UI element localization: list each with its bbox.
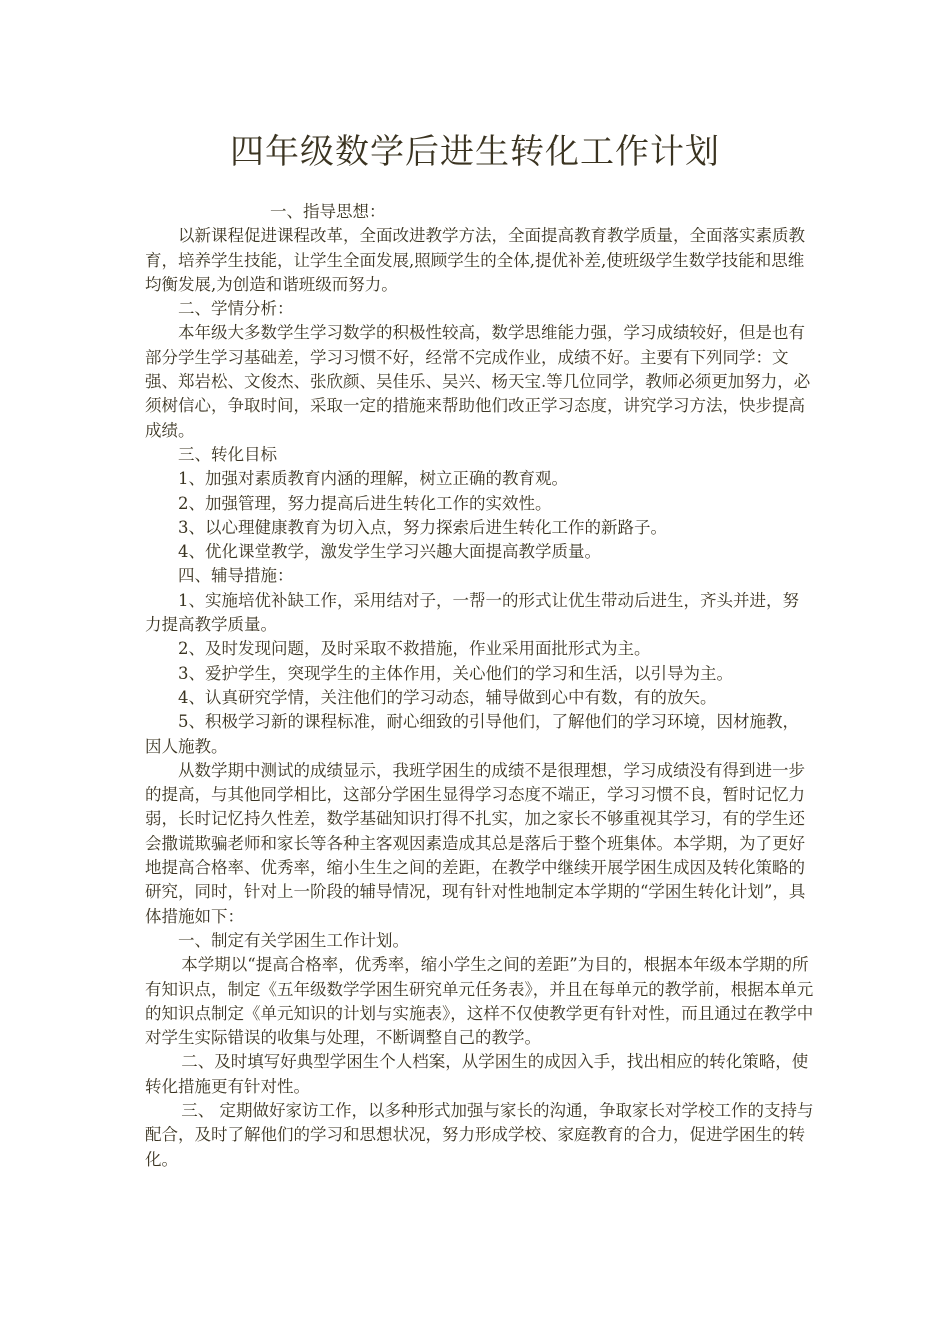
section-heading-guiding-ideology: 一、指导思想： [270, 202, 386, 221]
section-heading-work-plan: 一、制定有关学困生工作计划。 [178, 930, 409, 950]
measure-item-3: 3、爱护学生，突现学生的主体作用，关心他们的学习和生活，以引导为主。 [178, 663, 733, 683]
section-heading-situation-analysis: 二、学情分析： [178, 299, 294, 319]
goal-item-2: 2、加强管理，努力提高后进生转化工作的实效性。 [178, 493, 552, 513]
goal-item-1: 1、加强对素质教育内涵的理解，树立正确的教育观。 [178, 469, 568, 489]
section-heading-transformation-goals: 三、转化目标 [178, 444, 277, 464]
paragraph-work-plan: 本学期以“提高合格率，优秀率，缩小学生之间的差距”为目的，根据本年级本学期的所有知识点，制定《五年级数学学困生研究单元任务表》，并且在每单元的教学前，根据本单元的知识点制定《单元知识的计划与实施表》，这样不仅使教学更有针对性，而且通过在教学中对学生实际错误的收集与处理，不断调整自己的教学。 [145, 955, 814, 1048]
paragraph-guiding-ideology: 以新课程促进课程改革，全面改进教学方法，全面提高教育教学质量，全面落实素质教育，培养学生技能，让学生全面发展,照顾学生的全体,提优补差,使班级学生数学技能和思维均衡发展,为创造和谐班级而努力。 [145, 226, 805, 294]
paragraph-situation-analysis: 本年级大多数学生学习数学的积极性较高，数学思维能力强，学习成绩较好，但是也有部分学生学习基础差，学习习惯不好，经常不完成作业，成绩不好。主要有下列同学：文强、郑岩松、文俊杰、张欣颜、吴佳乐、吴兴、杨天宝.等几位同学，教师必须更加努力，必须树信心，争取时间，采取一定的措施来帮助他们改正学习态度，讲究学习方法，快步提高成绩。 [145, 323, 811, 440]
measure-item-1: 1、实施培优补缺工作，采用结对子，一帮一的形式让优生带动后进生，齐头并进，努力提高教学质量。 [145, 590, 799, 635]
goal-item-4: 4、优化课堂教学，激发学生学习兴趣大面提高教学质量。 [178, 542, 601, 562]
paragraph-student-files: 二、及时填写好典型学困生个人档案，从学困生的成因入手，找出相应的转化策略，使转化措施更有针对性。 [145, 1052, 809, 1096]
section-heading-tutoring-measures: 四、辅导措施： [178, 566, 294, 586]
measure-item-4: 4、认真研究学情，关注他们的学习动态，辅导做到心中有数，有的放矢。 [178, 687, 717, 707]
paragraph-home-visits: 三、 定期做好家访工作，以多种形式加强与家长的沟通，争取家长对学校工作的支持与配合，及时了解他们的学习和思想状况，努力形成学校、家庭教育的合力，促进学困生的转化。 [145, 1100, 814, 1169]
measure-item-5: 5、积极学习新的课程标准，耐心细致的引导他们，了解他们的学习环境，因材施教，因人施教。 [145, 712, 799, 756]
document-body [145, 200, 815, 1172]
document-title: 四年级数学后进生转化工作计划 [230, 132, 720, 172]
goal-item-3: 3、以心理健康教育为切入点，努力探索后进生转化工作的新路子。 [178, 517, 667, 537]
paragraph-midterm-analysis: 从数学期中测试的成绩显示，我班学困生的成绩不是很理想，学习成绩没有得到进一步的提高，与其他同学相比，这部分学困生显得学习态度不端正，学习习惯不良，暂时记忆力弱，长时记忆持久性差，数学基础知识打得不扎实，加之家长不够重视其学习，有的学生还会撒谎欺骗老师和家长等各种主客观因素造成其总是落后于整个班集体。本学期，为了更好地提高合格率、优秀率，缩小生生之间的差距，在教学中继续开展学困生成因及转化策略的研究，同时，针对上一阶段的辅导情况，现有针对性地制定本学期的“学困生转化计划”，具体措施如下： [145, 760, 806, 926]
measure-item-2: 2、及时发现问题，及时采取不救措施，作业采用面批形式为主。 [178, 639, 651, 659]
